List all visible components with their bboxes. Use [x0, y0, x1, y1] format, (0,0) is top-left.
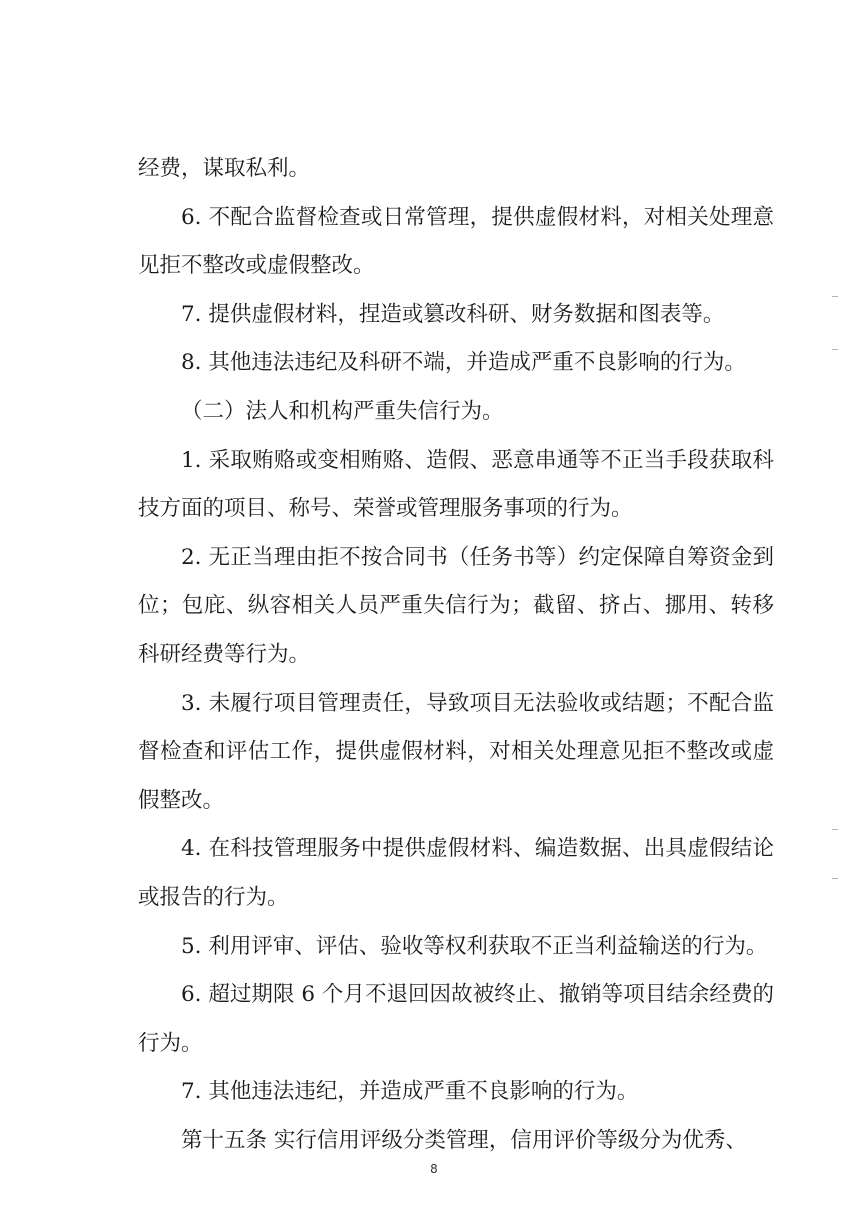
paragraph-item-6: 6. 不配合监督检查或日常管理，提供虚假材料，对相关处理意见拒不整改或虚假整改。	[138, 204, 774, 279]
paragraph-org-item-1: 1. 采取贿赂或变相贿赂、造假、恶意串通等不正当手段获取科技方面的项目、称号、荣誉或管理服务事项的行为。	[138, 447, 774, 522]
scan-edge-mark	[832, 878, 838, 879]
paragraph-org-item-4: 4. 在科技管理服务中提供虚假材料、编造数据、出具虚假结论或报告的行为。	[138, 836, 774, 910]
paragraph-org-item-2: 2. 无正当理由拒不按合同书（任务书等）约定保障自筹资金到位；包庇、纵容相关人员严重失信行为；截留、挤占、挪用、转移科研经费等行为。	[138, 544, 774, 667]
paragraph-org-item-6: 6. 超过期限 6 个月不退回因故被终止、撤销等项目结余经费的行为。	[138, 982, 774, 1056]
body-text	[138, 145, 774, 1165]
scan-edge-mark	[832, 349, 838, 350]
page-number: 8	[430, 1162, 438, 1176]
paragraph-item-7: 7. 提供虚假材料，捏造或篡改科研、财务数据和图表等。	[181, 301, 725, 327]
paragraph-org-item-7: 7. 其他违法违纪，并造成严重不良影响的行为。	[181, 1079, 639, 1105]
scan-edge-mark	[832, 829, 838, 830]
section-heading: （二）法人和机构严重失信行为。	[181, 398, 504, 424]
article-15-start: 第十五条 实行信用评级分类管理，信用评价等级分为优秀、	[181, 1127, 747, 1153]
paragraph-continuation: 经费，谋取私利。	[138, 156, 311, 181]
paragraph-item-8: 8. 其他违法违纪及科研不端，并造成严重不良影响的行为。	[181, 350, 746, 376]
paragraph-org-item-3: 3. 未履行项目管理责任，导致项目无法验收或结题；不配合监督检查和评估工作，提供虚假材料，对相关处理意见拒不整改或虚假整改。	[138, 690, 774, 813]
scan-edge-mark	[832, 296, 838, 297]
paragraph-org-item-5: 5. 利用评审、评估、验收等权利获取不正当利益输送的行为。	[181, 933, 768, 959]
